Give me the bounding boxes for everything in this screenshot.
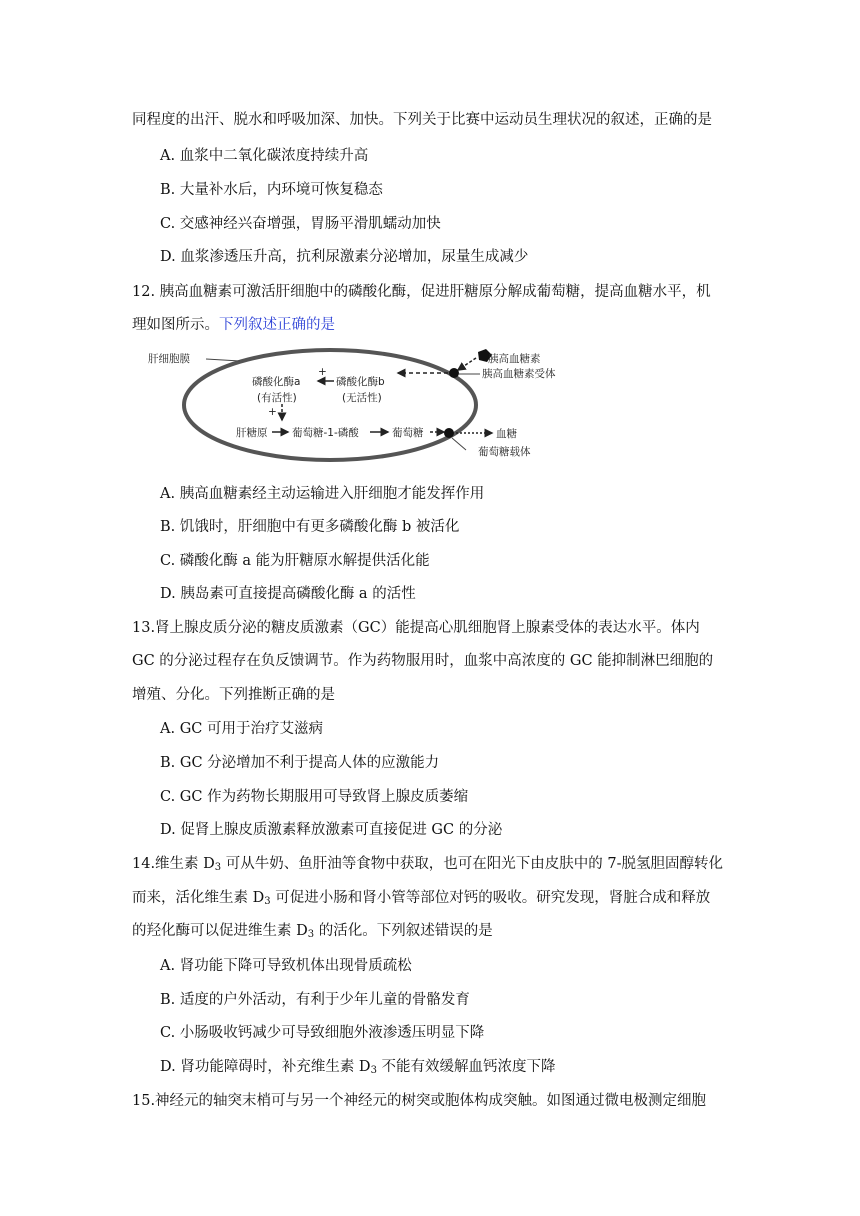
subscript-3: 3 (264, 896, 271, 907)
q13-stem-line2: GC 的分泌过程存在负反馈调节。作为药物服用时，血浆中高浓度的 GC 能抑制淋巴细胞的 (132, 653, 714, 669)
glucose-label: 葡萄糖 (392, 427, 424, 439)
q12-stem-line1: 12. 胰高血糖素可激活肝细胞中的磷酸化酶，促进肝糖原分解成葡萄糖，提高血糖水平，机 (132, 284, 711, 300)
q13-stem-line1: 13.肾上腺皮质分泌的糖皮质激素（GC）能提高心肌细胞肾上腺素受体的表达水平。体内 (132, 620, 700, 636)
g1p-label: 葡萄糖-1-磷酸 (292, 427, 359, 439)
plus-sign-top: + (318, 366, 327, 378)
receptor-label: 胰高血糖素受体 (482, 368, 556, 380)
q15-stem-line1: 15.神经元的轴突末梢可与另一个神经元的树突或胞体构成突触。如图通过微电极测定细胞 (132, 1093, 707, 1109)
glucagon-arrow (458, 358, 476, 370)
glycogen-label: 肝糖原 (236, 427, 268, 439)
q12-option-b[interactable]: B. 饥饿时，肝细胞中有更多磷酸化酶 b 被活化 (160, 519, 460, 535)
q11-option-d[interactable]: D. 血浆渗透压升高，抗利尿激素分泌增加，尿量生成减少 (160, 249, 529, 265)
q13-option-a[interactable]: A. GC 可用于治疗艾滋病 (160, 721, 323, 737)
enzyme-b-state: (无活性) (342, 392, 382, 404)
q13-option-c[interactable]: C. GC 作为药物长期服用可导致肾上腺皮质萎缩 (160, 789, 469, 805)
cell-membrane-ellipse (184, 350, 476, 460)
subscript-3: 3 (214, 862, 222, 873)
q12-option-a[interactable]: A. 胰高血糖素经主动运输进入肝细胞才能发挥作用 (160, 486, 485, 502)
q11-option-b[interactable]: B. 大量补水后，内环境可恢复稳态 (160, 182, 383, 198)
enzyme-a-label: 磷酸化酶a (252, 376, 301, 388)
subscript-3: 3 (307, 929, 315, 940)
q12-stem-line2 (132, 315, 335, 335)
q14-stem-line2: 而来，活化维生素 $D_3$ 可促进小肠和肾小管等部位对钙的吸收。研究发现，肾脏合成和释放 (132, 890, 711, 907)
membrane-label: 肝细胞膜 (148, 353, 190, 365)
q14-option-a[interactable]: A. 肾功能下降可导致机体出现骨质疏松 (160, 958, 412, 974)
q12-stem-line2-text: 理如图所示。 (132, 317, 219, 333)
blood-glucose-label: 血糖 (496, 428, 517, 440)
carrier-label: 葡萄糖载体 (478, 446, 531, 458)
q14-stem-line1: 14.维生素 $D_3$ 可从牛奶、鱼肝油等食物中获取，也可在阳光下由皮肤中的 7-脱氢胆固醇转化 (132, 856, 724, 873)
q14-stem-line3: 的羟化酶可以促进维生素 $D_3$ 的活化。下列叙述错误的是 (132, 923, 493, 940)
q13-option-b[interactable]: B. GC 分泌增加不利于提高人体的应激能力 (160, 755, 440, 771)
glucagon-label: 胰高血糖素 (488, 353, 541, 365)
q13-option-d[interactable]: D. 促肾上腺皮质激素释放激素可直接促进 GC 的分泌 (160, 822, 503, 838)
liver-cell-glucagon-diagram (140, 340, 560, 470)
q11-option-c[interactable]: C. 交感神经兴奋增强，胃肠平滑肌蠕动加快 (160, 216, 441, 232)
enzyme-b-label: 磷酸化酶b (336, 376, 385, 388)
q14-option-c[interactable]: C. 小肠吸收钙减少可导致细胞外液渗透压明显下降 (160, 1025, 485, 1041)
q14-option-b[interactable]: B. 适度的户外活动，有利于少年儿童的骨骼发育 (160, 992, 470, 1008)
q12-option-d[interactable]: D. 胰岛素可直接提高磷酸化酶 a 的活性 (160, 586, 416, 602)
q11-stem-tail: 同程度的出汗、脱水和呼吸加深、加快。下列关于比赛中运动员生理状况的叙述，正确的是 (132, 112, 712, 128)
enzyme-a-state: (有活性) (257, 392, 297, 404)
q13-stem-line3: 增殖、分化。下列推断正确的是 (132, 687, 335, 703)
plus-sign-bottom: + (268, 406, 277, 418)
glucose-carrier-shape (444, 428, 454, 438)
receptor-shape (449, 368, 459, 378)
subscript-3: 3 (370, 1065, 377, 1076)
membrane-leader-line (206, 359, 240, 361)
q14-option-d[interactable]: D. 肾功能障碍时，补充维生素 $D_3$ 不能有效缓解血钙浓度下降 (160, 1059, 556, 1076)
q12-question-prompt: 下列叙述正确的是 (219, 317, 335, 333)
q12-option-c[interactable]: C. 磷酸化酶 a 能为肝糖原水解提供活化能 (160, 553, 430, 569)
carrier-leader-line (452, 438, 466, 450)
q11-option-a[interactable]: A. 血浆中二氧化碳浓度持续升高 (160, 148, 369, 164)
